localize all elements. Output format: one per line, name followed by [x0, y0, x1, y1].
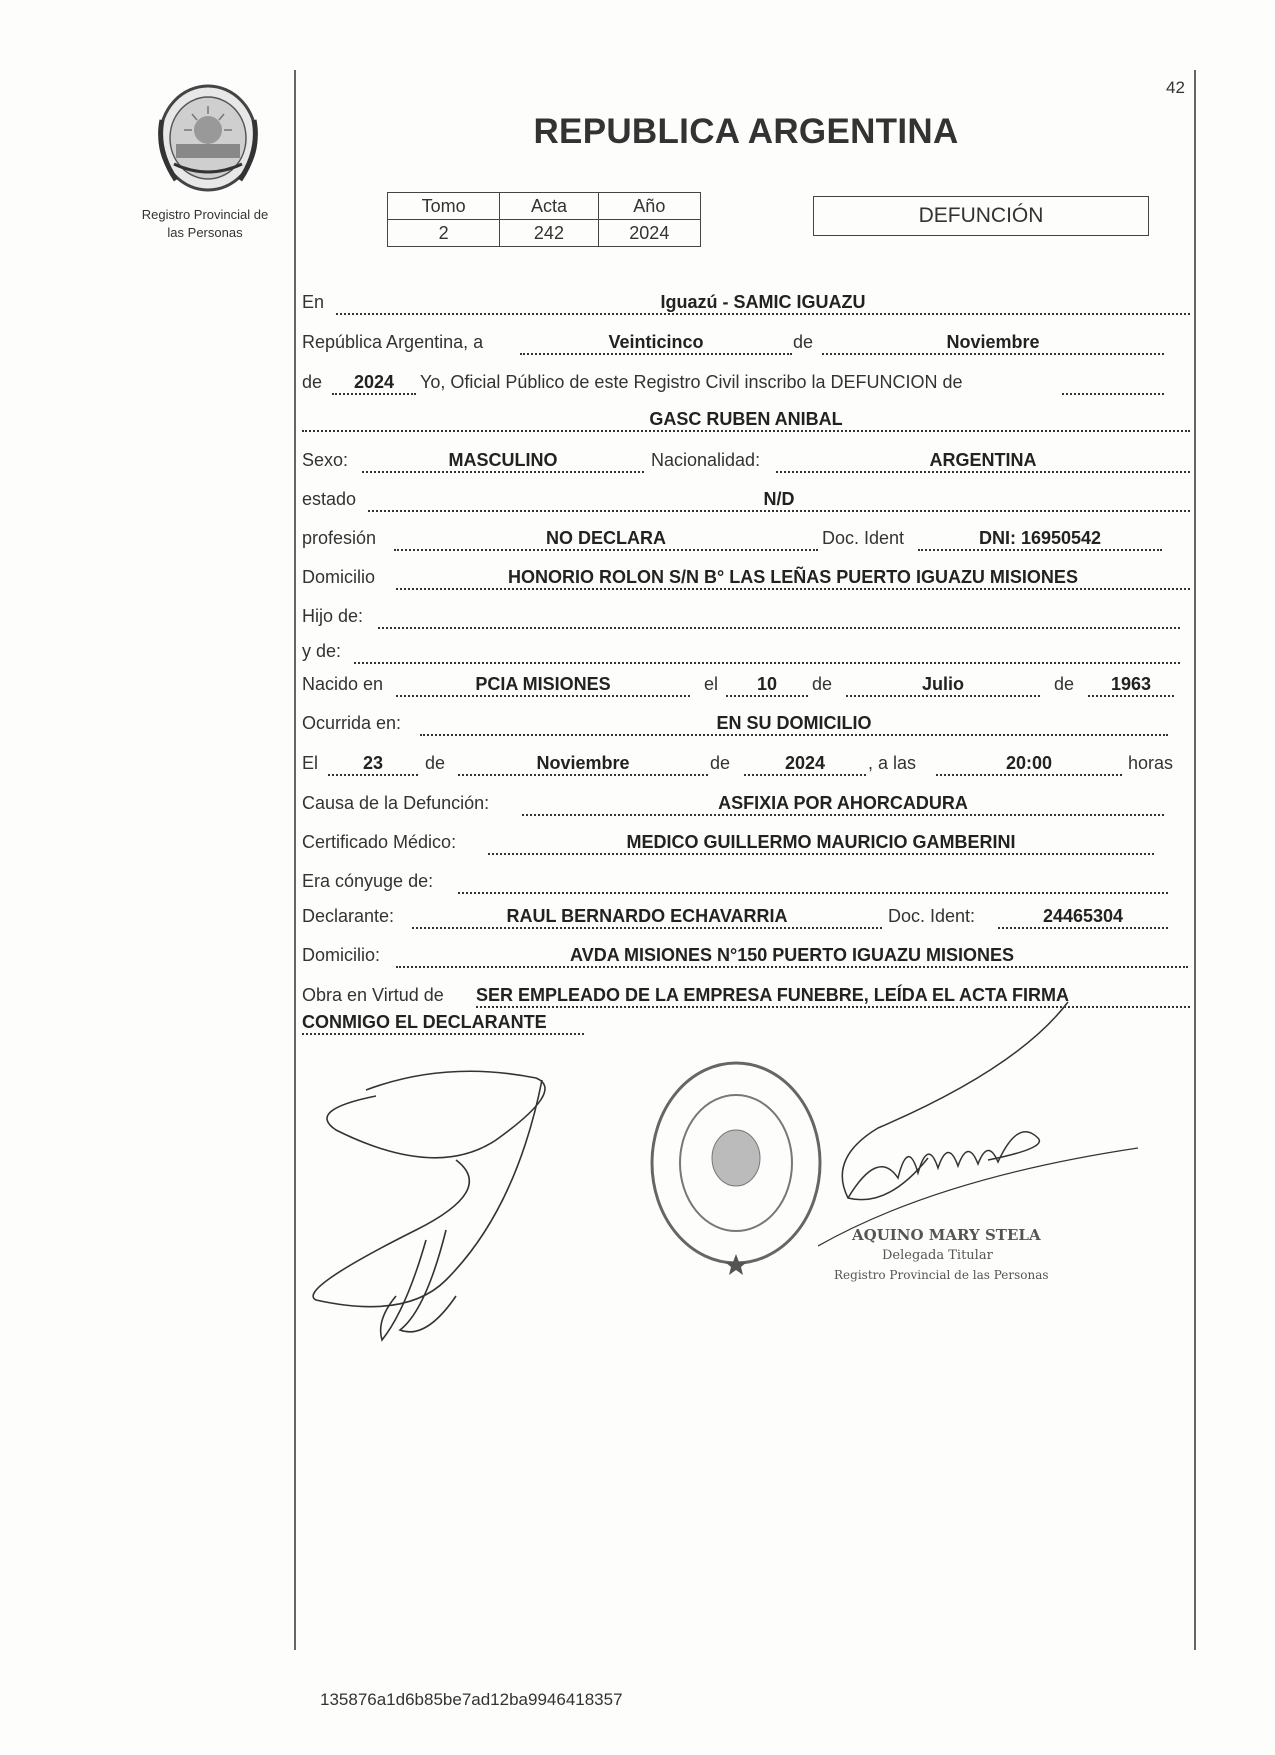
field-domicilio-declarante: AVDA MISIONES N°150 PUERTO IGUAZU MISIONES: [396, 944, 1188, 968]
header-tomo: Tomo: [388, 193, 500, 220]
field-estado: N/D: [368, 488, 1190, 512]
declarant-signature: [296, 1070, 568, 1350]
field-domicilio: HONORIO ROLON S/N B° LAS LEÑAS PUERTO IGUAZU MISIONES: [396, 566, 1190, 590]
value-acta: 242: [500, 220, 598, 247]
row-profesion-doc: [302, 527, 1190, 559]
row-estado: [302, 488, 1190, 520]
label-domicilio: Domicilio: [302, 567, 376, 587]
row-nombre-fallecido: [302, 408, 1190, 440]
field-profesion: NO DECLARA: [394, 527, 818, 551]
field-y-de: [354, 640, 1180, 664]
label-declarante-doc: Doc. Ident:: [888, 906, 976, 926]
field-lugar-nacimiento: PCIA MISIONES: [396, 673, 690, 697]
label-ocurrida-en: Ocurrida en:: [302, 713, 402, 733]
row-ocurrida: [302, 712, 1190, 744]
label-estado: estado: [302, 489, 357, 509]
field-mes-nacimiento: Julio: [846, 673, 1040, 697]
page-number: 42: [1166, 78, 1185, 97]
field-sexo: MASCULINO: [362, 449, 644, 473]
label-hijo-de: Hijo de:: [302, 606, 364, 626]
field-conyuge: [458, 870, 1168, 894]
label-el-defuncion: El: [302, 753, 319, 773]
label-causa: Causa de la Defunción:: [302, 793, 490, 813]
field-obra-line-1: SER EMPLEADO DE LA EMPRESA FUNEBRE, LEÍDA EL ACTA FIRMA: [476, 984, 1190, 1008]
label-de-def-mes: de: [425, 753, 446, 773]
row-y-de: [302, 640, 1190, 672]
registry-table-values: [388, 220, 701, 247]
value-tomo: 2: [388, 220, 500, 247]
row-sexo-nacionalidad: [302, 449, 1190, 481]
act-type-box: DEFUNCIÓN: [813, 196, 1149, 236]
row-inscripcion: [302, 371, 1190, 403]
registry-table: [387, 192, 701, 247]
row-hijo-de: [302, 605, 1190, 637]
field-anio-nacimiento: 1963: [1088, 673, 1174, 697]
registry-line-1: Registro Provincial de: [141, 207, 269, 222]
field-anio-defuncion: 2024: [744, 752, 866, 776]
field-doc-ident: DNI: 16950542: [918, 527, 1162, 551]
left-margin-line: [294, 70, 296, 1650]
label-republica: República Argentina, a: [302, 332, 484, 352]
registry-table-header: [388, 193, 701, 220]
field-nombre-fallecido: GASC RUBEN ANIBAL: [302, 408, 1190, 432]
label-de-nac-mes: de: [812, 674, 833, 694]
field-declarante-doc: 24465304: [998, 905, 1168, 929]
label-horas: horas: [1128, 753, 1174, 773]
field-nacionalidad: ARGENTINA: [776, 449, 1190, 473]
province-seal: [152, 80, 264, 196]
label-nacido-en: Nacido en: [302, 674, 384, 694]
field-ocurrida-en: EN SU DOMICILIO: [420, 712, 1168, 736]
page-title: REPUBLICA ARGENTINA: [533, 112, 959, 151]
label-nacionalidad: Nacionalidad:: [651, 450, 761, 470]
label-y-de: y de:: [302, 641, 342, 661]
row-fecha-defuncion: [302, 752, 1190, 784]
row-conyuge: [302, 870, 1190, 902]
label-el-nacimiento: el: [704, 674, 719, 694]
field-obra-line-2: CONMIGO EL DECLARANTE: [302, 1011, 584, 1035]
field-dia-inscripcion: Veinticinco: [520, 331, 792, 355]
row-declarante: [302, 905, 1190, 937]
official-name: AQUINO MARY STELA: [852, 1226, 1041, 1244]
field-inscribe-blank: [1062, 371, 1164, 395]
field-anio-inscripcion: 2024: [332, 371, 416, 395]
field-declarante: RAUL BERNARDO ECHAVARRIA: [412, 905, 882, 929]
label-de-nac-anio: de: [1054, 674, 1075, 694]
label-oficial-inscribe: Yo, Oficial Público de este Registro Civil inscribo la DEFUNCION de: [420, 372, 963, 392]
label-de-mes: de: [793, 332, 814, 352]
label-doc-ident: Doc. Ident: [822, 528, 905, 548]
field-causa: ASFIXIA POR AHORCADURA: [522, 792, 1164, 816]
row-nacimiento: [302, 673, 1190, 705]
label-profesion: profesión: [302, 528, 377, 548]
value-anio: 2024: [598, 220, 700, 247]
official-office: Registro Provincial de las Personas: [834, 1268, 1049, 1282]
field-lugar: Iguazú - SAMIC IGUAZU: [336, 291, 1190, 315]
header-acta: Acta: [500, 193, 598, 220]
field-certificado: MEDICO GUILLERMO MAURICIO GAMBERINI: [488, 831, 1154, 855]
official-role: Delegada Titular: [882, 1248, 993, 1263]
header-anio: Año: [598, 193, 700, 220]
row-causa: [302, 792, 1190, 824]
field-mes-defuncion: Noviembre: [458, 752, 708, 776]
official-stamp: [646, 1058, 826, 1280]
registry-name: [120, 206, 290, 242]
row-certificado: [302, 831, 1190, 863]
document-hash: 135876a1d6b85be7ad12ba9946418357: [320, 1690, 623, 1709]
row-domicilio-declarante: [302, 944, 1190, 976]
field-dia-defuncion: 23: [328, 752, 418, 776]
field-mes-inscripcion: Noviembre: [822, 331, 1164, 355]
field-hijo-de: [378, 605, 1180, 629]
label-a-las: , a las: [868, 753, 917, 773]
registry-line-2: las Personas: [167, 225, 243, 240]
label-conyuge: Era cónyuge de:: [302, 871, 434, 891]
label-sexo: Sexo:: [302, 450, 349, 470]
field-hora-defuncion: 20:00: [936, 752, 1122, 776]
row-fecha-inscripcion: [302, 331, 1190, 363]
row-domicilio: [302, 566, 1190, 598]
label-en: En: [302, 292, 325, 312]
label-de-anio: de: [302, 372, 323, 392]
label-de-def-anio: de: [710, 753, 731, 773]
label-declarante: Declarante:: [302, 906, 395, 926]
label-certificado: Certificado Médico:: [302, 832, 457, 852]
field-dia-nacimiento: 10: [726, 673, 808, 697]
official-signature: [818, 998, 1138, 1248]
right-margin-line: [1194, 70, 1196, 1650]
label-domicilio-declarante: Domicilio:: [302, 945, 381, 965]
label-obra: Obra en Virtud de: [302, 985, 444, 1005]
row-en: [302, 291, 1190, 323]
